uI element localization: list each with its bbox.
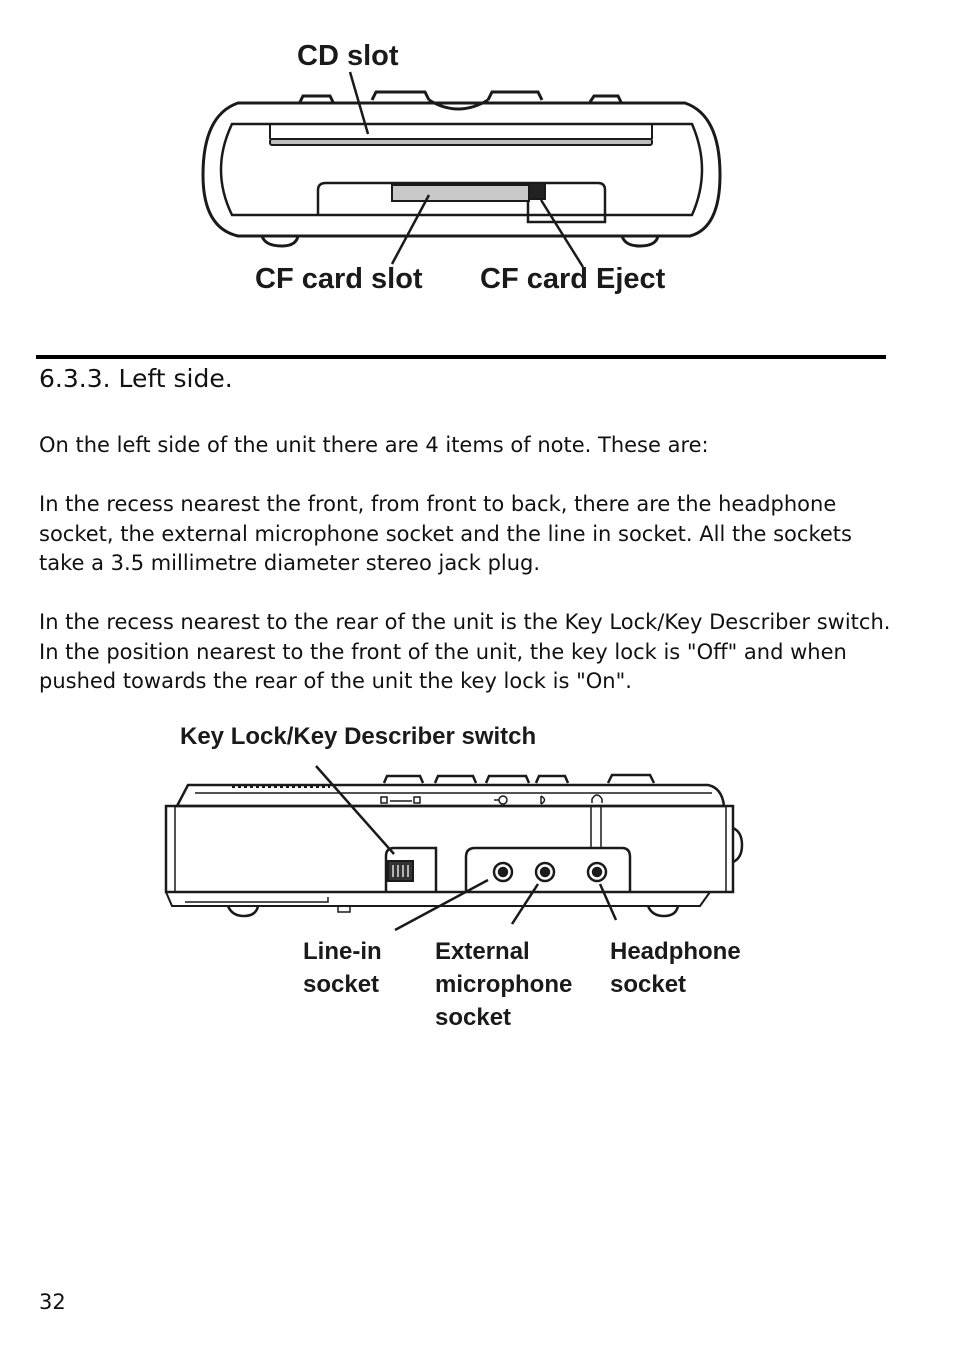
page-number: 32 <box>39 1290 66 1314</box>
cd-slot-label: CD slot <box>297 40 399 72</box>
line-in-socket-label: Line-in socket <box>303 938 382 998</box>
key-lock-label: Key Lock/Key Describer switch <box>180 723 537 750</box>
external-microphone-socket-label: External microphone socket <box>435 938 573 1031</box>
cf-card-slot-label: CF card slot <box>255 263 423 295</box>
section-heading: 6.3.3. Left side. <box>39 364 233 393</box>
cf-card-eject-label: CF card Eject <box>480 263 666 295</box>
paragraph-intro: On the left side of the unit there are 4 items of note. These are: <box>39 433 709 457</box>
paragraph-sockets: In the recess nearest the front, from front to back, there are the headphone socket, the external microphone socket and the line in socket. All the sockets take a 3.5 millimetre diameter stereo jack plug. <box>39 492 852 575</box>
headphone-socket-label: Headphone socket <box>610 938 741 998</box>
paragraph-key-lock: In the recess nearest to the rear of the unit is the Key Lock/Key Describer switch. In the position nearest to the front of the unit, the key lock is "Off" and when pushed towards the rear of the unit the key lock is "On". <box>39 610 891 693</box>
